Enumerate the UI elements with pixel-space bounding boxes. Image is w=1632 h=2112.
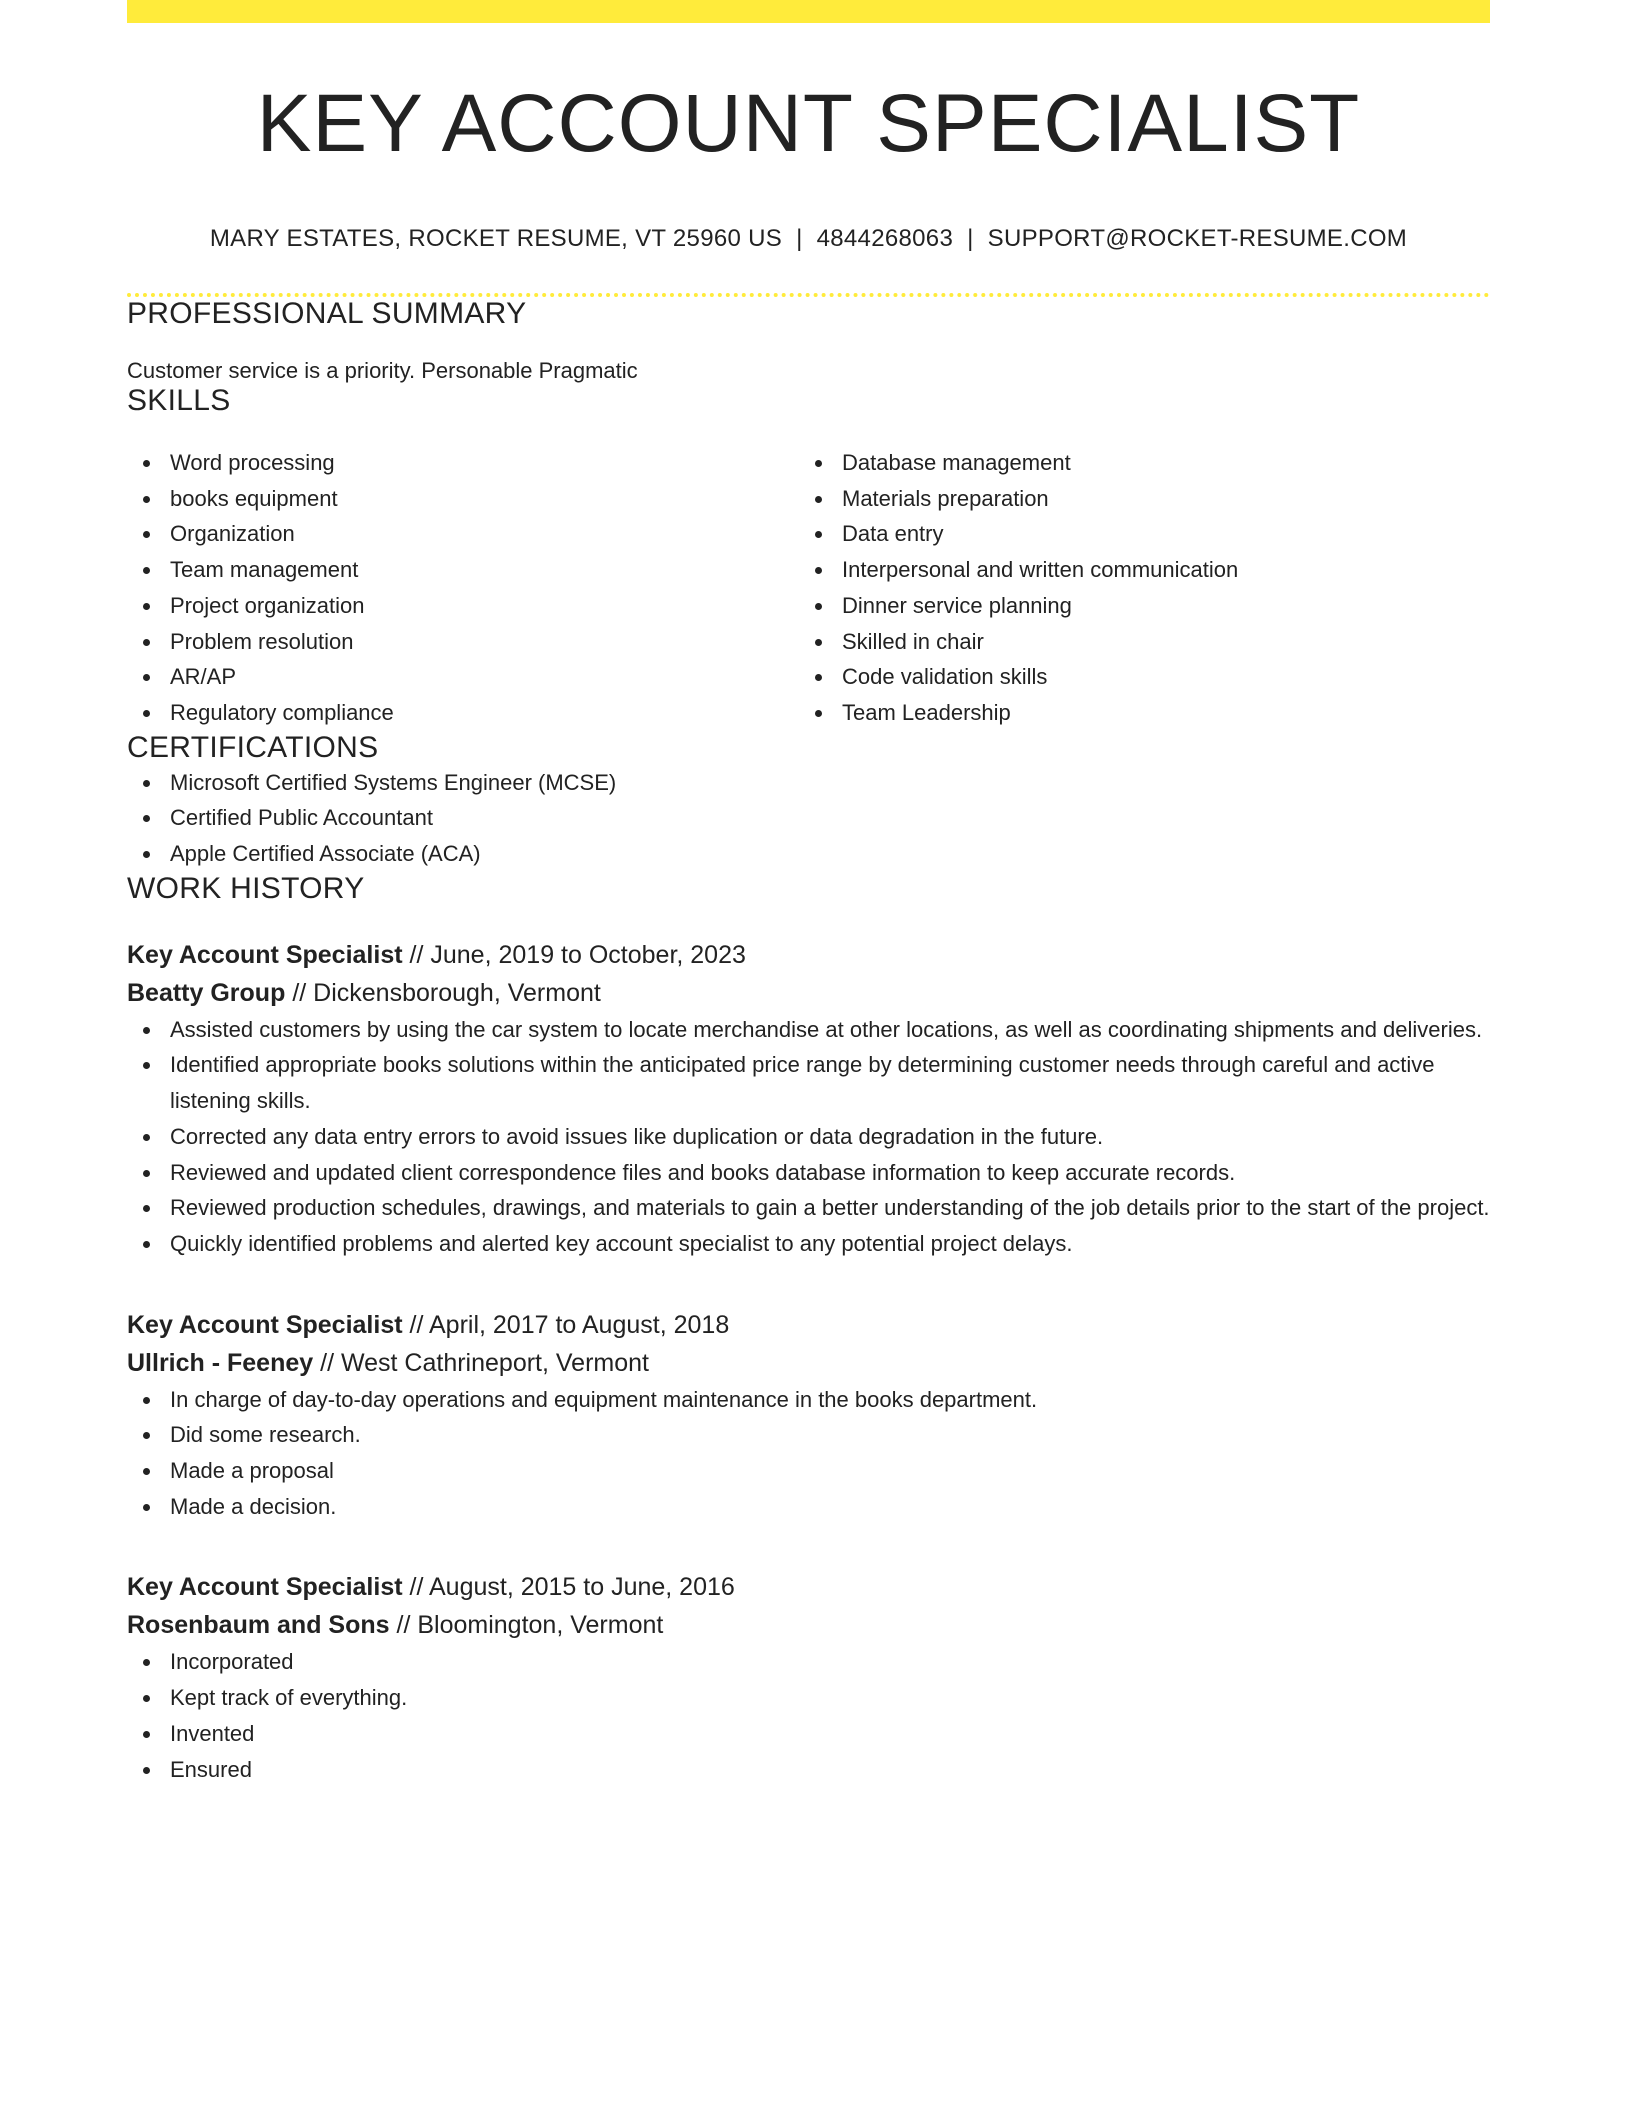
resume-page	[127, 0, 1490, 1787]
skill-item: AR/AP	[127, 659, 799, 695]
job-bullet: Ensured	[127, 1752, 1490, 1788]
job-title-line	[127, 1306, 1490, 1344]
job-bullet: Reviewed and updated client correspondence files and books database information to keep accurate records.	[127, 1155, 1490, 1191]
skill-item: Problem resolution	[127, 624, 799, 660]
skill-item: Data entry	[799, 516, 1471, 552]
skill-item: Word processing	[127, 445, 799, 481]
job-company-line	[127, 1344, 1490, 1382]
job-separator: //	[396, 1611, 411, 1640]
skill-item: Interpersonal and written communication	[799, 552, 1471, 588]
job-separator: //	[292, 978, 307, 1007]
job-location: Dickensborough, Vermont	[313, 978, 601, 1007]
accent-top-bar	[127, 0, 1490, 23]
job-title-line	[127, 936, 1490, 974]
job-entry	[127, 1306, 1490, 1525]
contact-address: MARY ESTATES, ROCKET RESUME, VT 25960 US	[209, 225, 783, 252]
contact-separator: |	[967, 225, 974, 252]
skills-right-column	[799, 445, 1471, 731]
job-bullet: Incorporated	[127, 1644, 1490, 1680]
skill-item: Organization	[127, 516, 799, 552]
job-company: Beatty Group	[127, 978, 286, 1007]
contact-phone: 4844268063	[816, 225, 954, 252]
job-location: West Cathrineport, Vermont	[340, 1348, 649, 1377]
job-title: Key Account Specialist	[127, 1573, 403, 1602]
job-bullet: Reviewed production schedules, drawings, and materials to gain a better understanding of the job details prior to the start of the project.	[127, 1190, 1490, 1226]
job-location: Bloomington, Vermont	[417, 1611, 664, 1640]
skill-item: Materials preparation	[799, 481, 1471, 517]
job-bullet: In charge of day-to-day operations and equipment maintenance in the books department.	[127, 1382, 1490, 1418]
skill-item: Team management	[127, 552, 799, 588]
job-bullets	[127, 1382, 1490, 1525]
job-bullet: Quickly identified problems and alerted key account specialist to any potential project delays.	[127, 1226, 1490, 1262]
contact-line	[127, 225, 1490, 253]
job-title: Key Account Specialist	[127, 1310, 403, 1339]
job-company: Rosenbaum and Sons	[127, 1611, 390, 1640]
skill-item: Project organization	[127, 588, 799, 624]
job-dates: June, 2019 to October, 2023	[430, 940, 746, 969]
skills-grid	[127, 445, 1490, 731]
job-company-line	[127, 974, 1490, 1012]
certifications-heading: CERTIFICATIONS	[127, 730, 379, 764]
skills-left-column	[127, 445, 799, 731]
skill-item: Code validation skills	[799, 659, 1471, 695]
summary-text: Customer service is a priority. Personable Pragmatic	[127, 358, 638, 383]
job-bullet: Did some research.	[127, 1417, 1490, 1453]
job-separator: //	[320, 1348, 335, 1377]
certification-item: Apple Certified Associate (ACA)	[127, 836, 1490, 872]
job-dates: April, 2017 to August, 2018	[429, 1310, 730, 1339]
job-title-line	[127, 1568, 1490, 1606]
skill-item: Team Leadership	[799, 695, 1471, 731]
job-bullets	[127, 1012, 1490, 1262]
job-separator: //	[409, 1310, 424, 1339]
work-history-heading: WORK HISTORY	[127, 871, 365, 905]
skill-item: Database management	[799, 445, 1471, 481]
job-entry	[127, 936, 1490, 1262]
job-entry	[127, 1568, 1490, 1787]
contact-email: SUPPORT@ROCKET-RESUME.COM	[987, 225, 1408, 252]
job-separator: //	[409, 1573, 424, 1602]
certifications-list	[127, 765, 1490, 872]
job-bullet: Made a proposal	[127, 1453, 1490, 1489]
certification-item: Certified Public Accountant	[127, 800, 1490, 836]
skills-heading: SKILLS	[127, 384, 231, 417]
skill-item: Regulatory compliance	[127, 695, 799, 731]
skill-item: Dinner service planning	[799, 588, 1471, 624]
certification-item: Microsoft Certified Systems Engineer (MCSE)	[127, 765, 1490, 801]
job-company: Ullrich - Feeney	[127, 1348, 314, 1377]
job-bullet: Made a decision.	[127, 1489, 1490, 1525]
summary-heading: PROFESSIONAL SUMMARY	[127, 297, 527, 330]
skill-item: Skilled in chair	[799, 624, 1471, 660]
job-title: Key Account Specialist	[127, 940, 403, 969]
resume-title: KEY ACCOUNT SPECIALIST	[256, 78, 1361, 169]
job-bullets	[127, 1644, 1490, 1787]
skill-item: books equipment	[127, 481, 799, 517]
job-bullet: Assisted customers by using the car system to locate merchandise at other locations, as well as coordinating shipments and deliveries.	[127, 1012, 1490, 1048]
job-company-line	[127, 1606, 1490, 1644]
job-bullet: Invented	[127, 1716, 1490, 1752]
job-bullet: Kept track of everything.	[127, 1680, 1490, 1716]
job-bullet: Corrected any data entry errors to avoid issues like duplication or data degradation in the future.	[127, 1119, 1490, 1155]
job-bullet: Identified appropriate books solutions within the anticipated price range by determining customer needs through careful and active listening skills.	[127, 1047, 1490, 1118]
job-separator: //	[409, 940, 424, 969]
contact-separator: |	[796, 225, 803, 252]
job-dates: August, 2015 to June, 2016	[429, 1573, 735, 1602]
